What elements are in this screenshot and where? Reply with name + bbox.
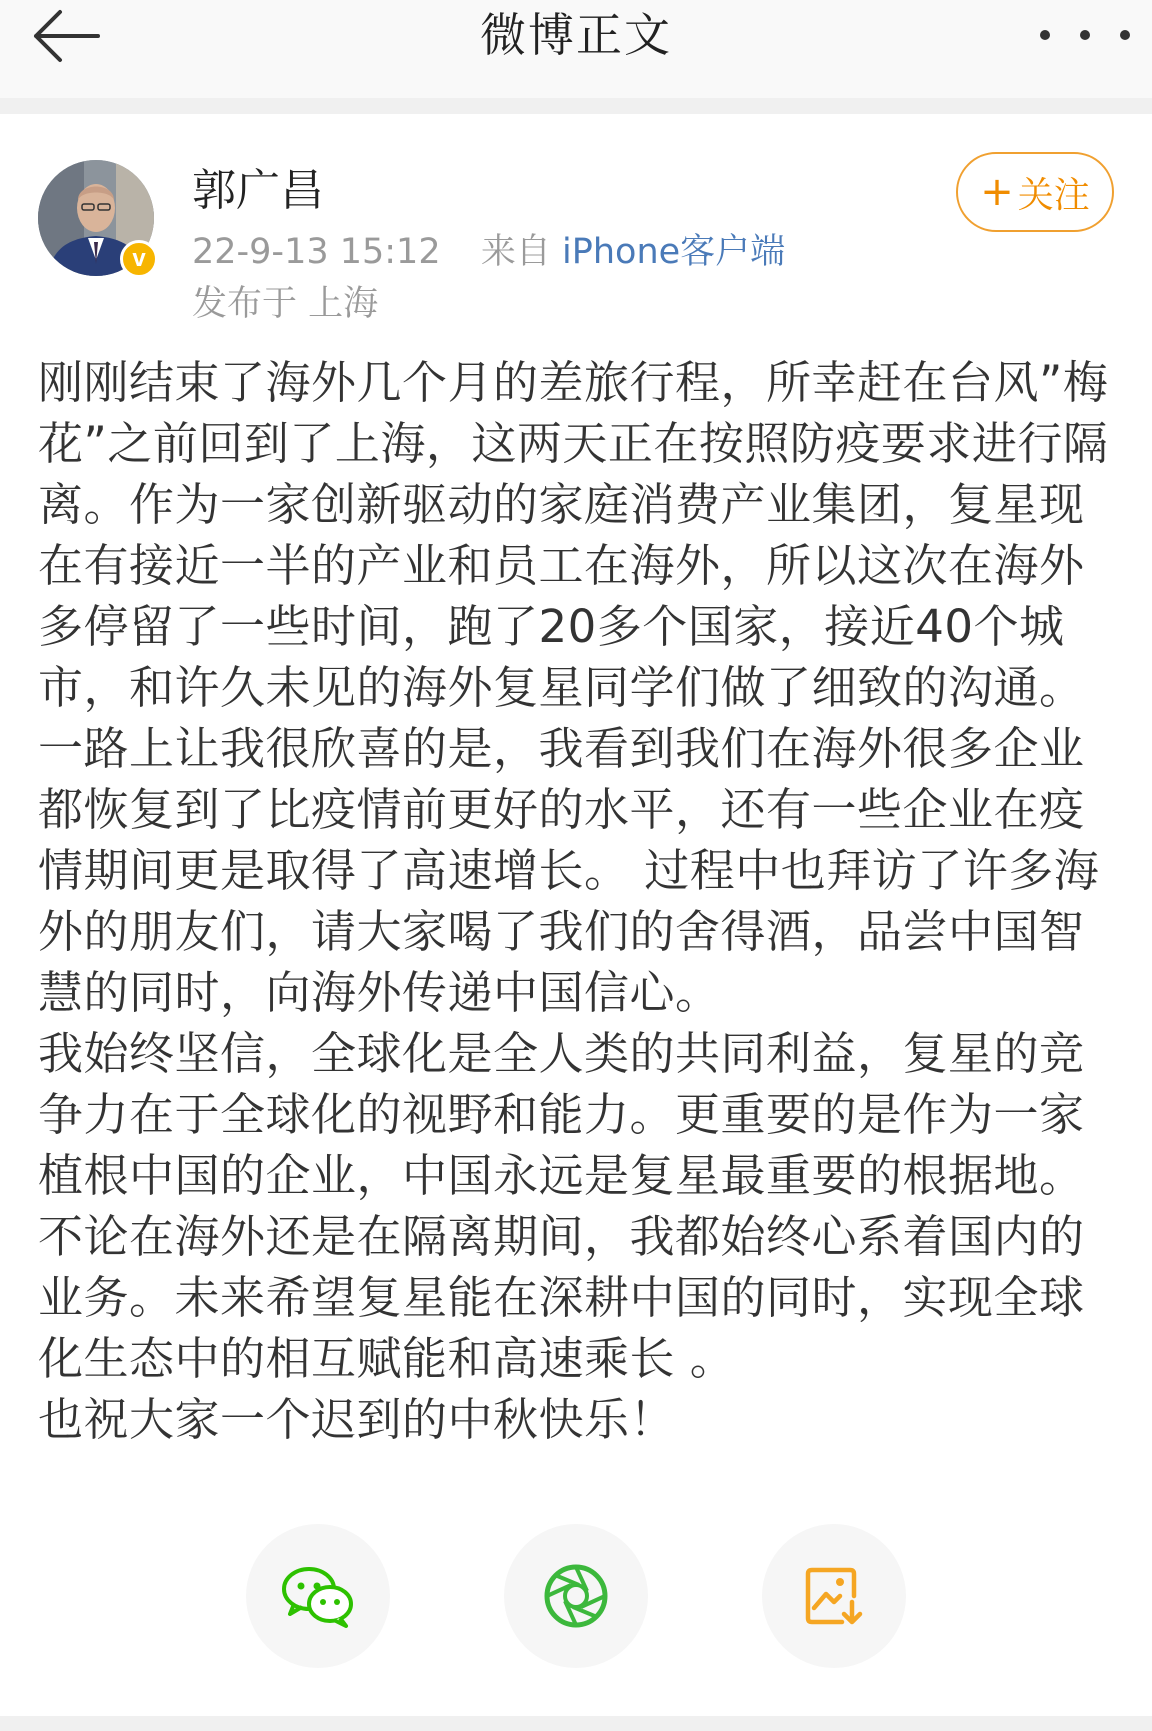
post-timestamp: 22-9-13 15:12 xyxy=(192,232,441,272)
more-dots-icon-dot xyxy=(1120,30,1130,40)
page-title: 微博正文 xyxy=(480,8,672,62)
save-image-icon xyxy=(802,1564,866,1628)
post-source-prefix: 来自 xyxy=(480,232,551,272)
post-paragraph: 也祝大家一个迟到的中秋快乐！ xyxy=(38,1393,676,1446)
author-avatar-container[interactable] xyxy=(38,160,156,278)
more-dots-icon xyxy=(1040,30,1050,40)
share-wechat-button[interactable] xyxy=(246,1524,390,1668)
more-dots-icon-dot xyxy=(1080,30,1090,40)
more-options-button[interactable] xyxy=(1040,10,1130,60)
post-meta xyxy=(192,228,785,276)
plus-icon: + xyxy=(980,169,1014,215)
follow-button[interactable] xyxy=(956,152,1114,232)
share-moments-button[interactable] xyxy=(504,1524,648,1668)
verified-badge-icon: v xyxy=(120,240,158,278)
post-location: 发布于 上海 xyxy=(192,284,379,324)
post-content xyxy=(38,352,1118,1450)
save-image-button[interactable] xyxy=(762,1524,906,1668)
post-paragraph: 刚刚结束了海外几个月的差旅行程，所幸赶在台风”梅花”之前回到了上海，这两天正在按照防疫要求进行隔离。作为一家创新驱动的家庭消费产业集团，复星现在有接近一半的产业和员工在海外，所以这次在海外多停留了一些时间，跑了20多个国家，接近40个城市，和许久未见的海外复星同学们做了细致的沟通。一路上让我很欣喜的是，我看到我们在海外很多企业都恢复到了比疫情前更好的水平，还有一些企业在疫情期间更是取得了高速增长。 过程中也拜访了许多海外的朋友们，请大家喝了我们的舍得酒，品尝中国智慧的同时，向海外传递中国信心。 xyxy=(38,356,1109,1019)
post-paragraph: 我始终坚信，全球化是全人类的共同利益，复星的竞争力在于全球化的视野和能力。更重要的是作为一家植根中国的企业，中国永远是复星最重要的根据地。不论在海外还是在隔离期间，我都始终心系着国内的业务。未来希望复星能在深耕中国的同时，实现全球化生态中的相互赋能和高速乘长 。 xyxy=(38,1027,1085,1385)
follow-button-label: 关注 xyxy=(1017,174,1090,216)
header-divider xyxy=(0,98,1152,114)
author-name[interactable]: 郭广昌 xyxy=(192,165,324,216)
wechat-icon xyxy=(280,1564,356,1628)
share-actions xyxy=(0,1524,1152,1670)
top-nav-bar xyxy=(0,0,1152,98)
moments-icon xyxy=(541,1561,611,1631)
footer-divider xyxy=(0,1716,1152,1731)
post-source-link[interactable]: iPhone客户端 xyxy=(562,232,786,272)
